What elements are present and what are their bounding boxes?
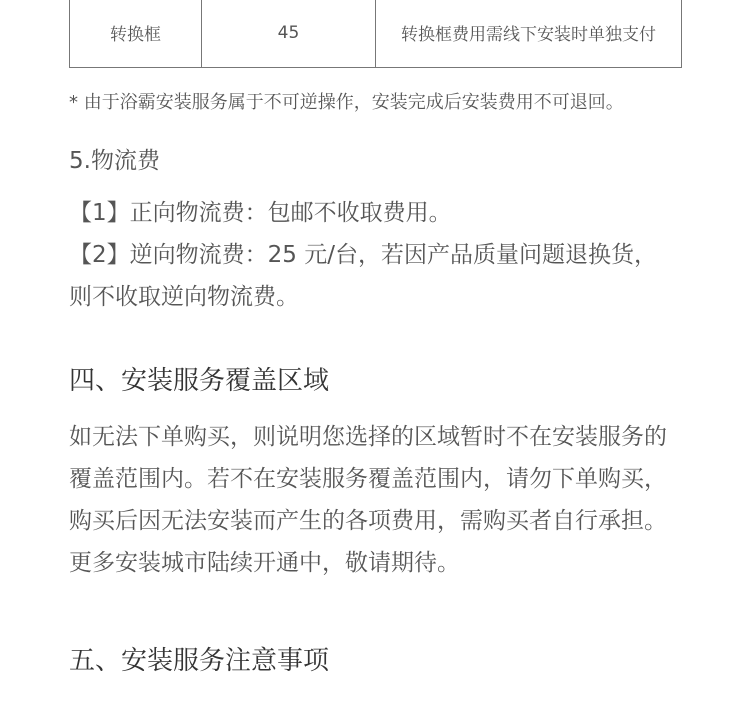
coverage-heading: 四、安装服务覆盖区域 xyxy=(69,366,330,396)
table-row xyxy=(70,0,682,68)
fee-table xyxy=(69,0,682,68)
coverage-paragraph: 如无法下单购买，则说明您选择的区域暂时不在安装服务的覆盖范围内。若不在安装服务覆盖范围内，请勿下单购买，购买后因无法安装而产生的各项费用，需购买者自行承担。更多安装城市陆续开通中，敬请期待。 xyxy=(69,424,667,576)
logistics-item-forward: 【1】正向物流费：包邮不收取费用。 xyxy=(69,200,452,226)
logistics-title: 5.物流费 xyxy=(69,148,160,174)
fee-remark-cell: 转换框费用需线下安装时单独支付 xyxy=(376,0,682,68)
logistics-item-reverse: 【2】逆向物流费：25 元/台，若因产品质量问题退换货，则不收取逆向物流费。 xyxy=(69,242,657,310)
logistics-list xyxy=(69,192,679,318)
install-fee-note: * 由于浴霸安装服务属于不可逆操作，安装完成后安装费用不可退回。 xyxy=(69,92,624,113)
fee-item-cell: 转换框 xyxy=(70,0,202,68)
fee-price-cell: 45 xyxy=(202,0,376,68)
precautions-heading: 五、安装服务注意事项 xyxy=(69,646,330,676)
coverage-body xyxy=(69,416,679,584)
